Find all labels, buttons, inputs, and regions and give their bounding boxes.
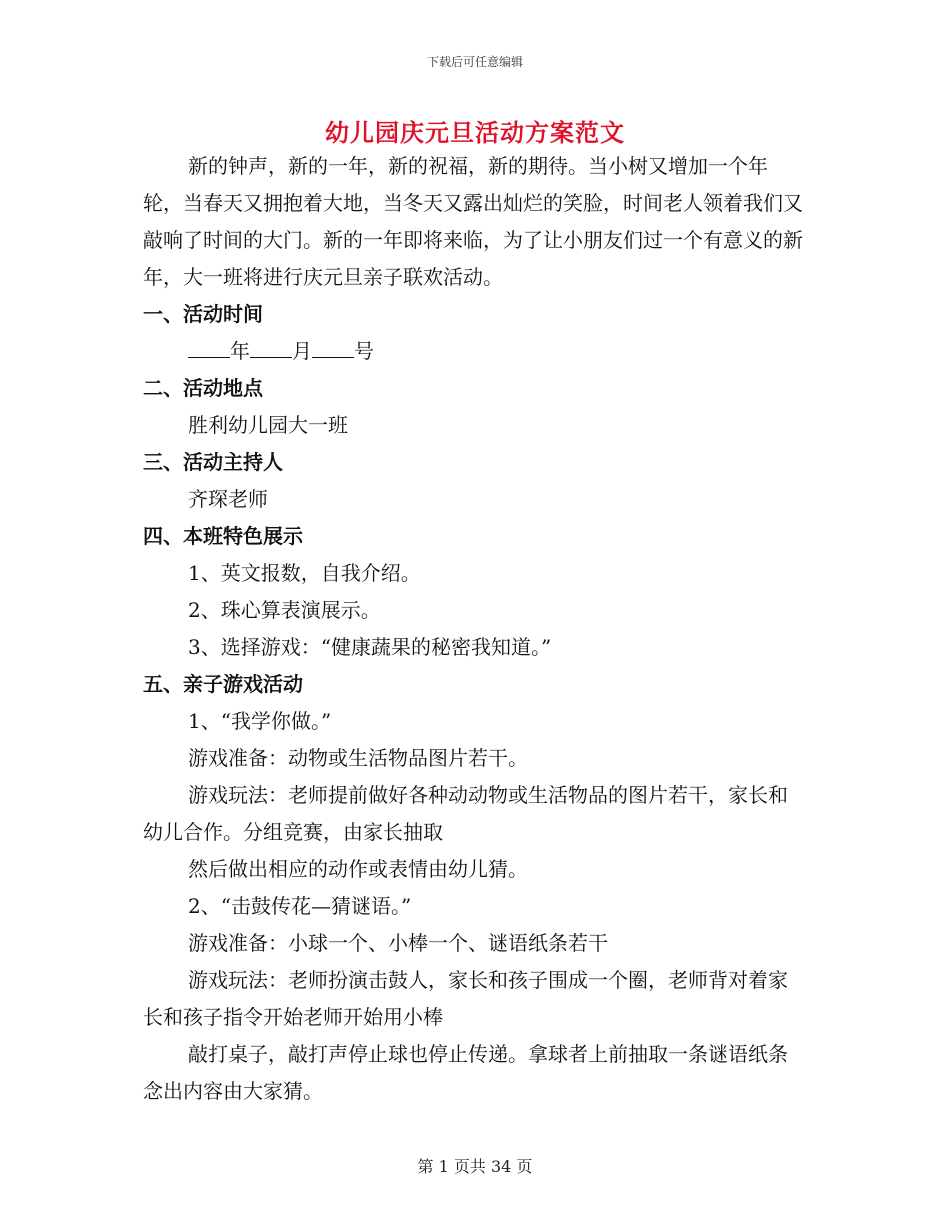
day-blank[interactable] — [312, 339, 354, 358]
section-heading-host: 三、活动主持人 — [143, 450, 283, 474]
header-note: 下载后可任意编辑 — [426, 55, 523, 69]
document-body — [143, 148, 807, 1110]
game2-title: 2、“击鼓传花—猜谜语。” — [188, 894, 412, 918]
game1-play: 游戏玩法：老师提前做好各种动动物或生活物品的图片若干，家长和幼儿合作。分组竞赛，由家长抽取 — [143, 783, 788, 844]
year-blank[interactable] — [188, 339, 230, 358]
intro-paragraph: 新的钟声，新的一年，新的祝福，新的期待。当小树又增加一个年轮，当春天又拥抱着大地，当冬天又露出灿烂的笑脸，时间老人领着我们又敲响了时间的大门。新的一年即将来临，为了让小朋友们过一个有意义的新年，大一班将进行庆元旦亲子联欢活动。 — [143, 154, 803, 289]
month-label: 月 — [292, 339, 312, 363]
list-item: 2、珠心算表演展示。 — [188, 598, 381, 622]
host-text: 齐琛老师 — [188, 487, 268, 511]
page-number: 第 1 页共 34 页 — [417, 1157, 533, 1176]
game2-prep: 游戏准备：小球一个、小棒一个、谜语纸条若干 — [188, 931, 608, 955]
month-blank[interactable] — [250, 339, 292, 358]
game2-play-cont: 敲打桌子，敲打声停止球也停止传递。拿球者上前抽取一条谜语纸条念出内容由大家猜。 — [143, 1042, 788, 1103]
section-heading-showcase: 四、本班特色展示 — [143, 524, 303, 548]
year-label: 年 — [230, 339, 250, 363]
day-label: 号 — [354, 339, 374, 363]
game1-prep: 游戏准备：动物或生活物品图片若干。 — [188, 746, 528, 770]
game2-play: 游戏玩法：老师扮演击鼓人，家长和孩子围成一个圈，老师背对着家长和孩子指令开始老师开始用小棒 — [143, 968, 788, 1029]
list-item: 3、选择游戏：“健康蔬果的秘密我知道。” — [188, 635, 552, 659]
section-heading-time: 一、活动时间 — [143, 302, 263, 326]
date-blank-line — [143, 333, 807, 370]
section-heading-games: 五、亲子游戏活动 — [143, 672, 303, 696]
location-text: 胜利幼儿园大一班 — [188, 413, 348, 437]
game1-play-cont: 然后做出相应的动作或表情由幼儿猜。 — [188, 857, 528, 881]
list-item: 1、英文报数，自我介绍。 — [188, 561, 421, 585]
document-title: 幼儿园庆元旦活动方案范文 — [325, 119, 625, 147]
section-heading-location: 二、活动地点 — [143, 376, 263, 400]
game1-title: 1、“我学你做。” — [188, 709, 332, 733]
